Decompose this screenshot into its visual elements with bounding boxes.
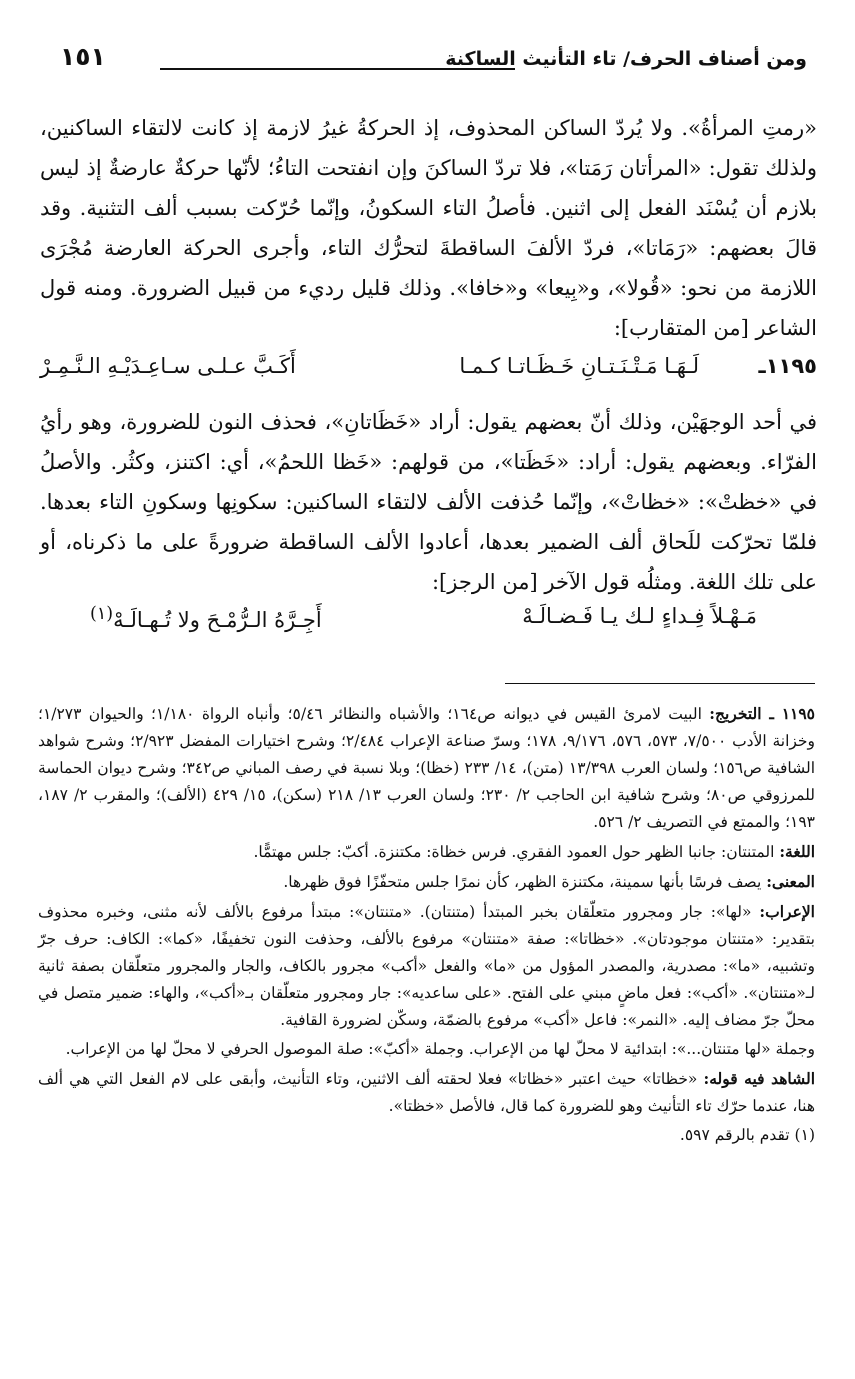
footnote-irab: الإعراب: «لها»: جار ومجرور متعلّقان بخبر المبتدأ (متنتان). «متنتان»: مبتدأ مرفوع بالألف لأنه مثنى، وخبره محذوف بتقدير: «متنتان موجودتان». «خظاتا»: صفة «متنتان» مرفوع بالألف، وحذفت النون تخفيفًا، «كما»: الكاف: حرف جرّ وتشبيه، «ما»: مصدرية، والمصدر المؤول من «ما» والفعل «أكب» مجرور بالكاف، والجار والمجرور متعلّقان بصفة ثانية لـ«متنتان». «أكب»: فعل ماضٍ مبني على الفتح. «على ساعديه»: جار ومجرور متعلّقان بـ«أكب»، والهاء: ضمير متصل في محلّ جرّ مضاف إليه. «النمر»: فاعل «أكب» مرفوع بالضمّة، وسكّن لضرورة القافية. (38, 902, 815, 1029)
verse2-second-hemistich: أَجِـرَّهُ الـرُّمْـحَ ولا تُـهـالَـهْ$^{(١)}$ (90, 604, 322, 632)
verse-first-hemistich: لَـهَـا مَـتْـنَـتـانِ خَـظَـاتـا كـمـا (459, 354, 699, 378)
verse2-first-hemistich: مَـهْـلاً فِـداءٍ لـك يـا فَـضـالَـهْ (522, 604, 757, 628)
footnote-1: (١) تقدم بالرقم ٥٩٧. (679, 1126, 815, 1144)
running-header (48, 38, 807, 82)
footnote-shahid: الشاهد فيه قوله: «خظاتا» حيث اعتبر «خظاتا» فعلا لحقته ألف الاثنين، وتاء التأنيث، وأبقى على لام الفعل التي هي ألف هنا، عندما حرّك تاء التأنيث وهو للضرورة كما قال، فالأصل «خظتا». (38, 1069, 815, 1115)
footnote-maana: المعنى: يصف فرسًا بأنها سمينة، مكتنزة الظهر، كأن نمرًا جلس متحفّزًا فوق ظهرها. (283, 872, 815, 891)
running-title: ومن أصناف الحرف/ تاء التأنيث الساكنة (445, 48, 807, 70)
footnote-ref: (١) (90, 604, 114, 624)
verse-rajaz (40, 604, 817, 646)
paragraph-2: في أحد الوجهَيْن، وذلك أنّ بعضهم يقول: أراد «خَظَاتانِ»، فحذف النون للضرورة، وهو رأيُ الفرّاء. وبعضهم يقول: أراد: «خَظَتا»، من قولهم: «خَظا اللحمُ»، أي: اكتنز، وكثُر. والأصلُ في «خظتْ»: «خظاتْ»، وإنّما حُذفت الألف لالتقاء الساكنين: سكونِها وسكونِ التاء بعدها. فلمّا تحرّكت للَحاق ألف الضمير بعدها، أعادوا الألف الساقطة ضرورةً على ما ذكرناه، أو على تلك اللغة. ومثلُه قول الآخر [من الرجز]: (40, 410, 817, 594)
verse-1195 (40, 352, 817, 396)
verse-second-hemistich: أَكَـبَّ عـلـى سـاعِـدَيْـهِ الـنَّـمِـرْ (40, 354, 296, 378)
footnote-takhrij: ١١٩٥ ـ التخريج: البيت لامرئ القيس في ديوانه ص١٦٤؛ والأشباه والنظائر ٥/٤٦؛ وأنباه الرواة ١/١٨٠؛ والحيوان ١/٢٧٣؛ وخزانة الأدب ٧/٥٠٠، ٥٧٣، ٥٧٦، ٩/١٧٦، ١٧٨؛ وسرّ صناعة الإعراب ٢/٤٨٤؛ وشرح اختيارات المفضل ٢/٩٢٣؛ وشرح شواهد الشافية ص١٥٦؛ ولسان العرب ١٣/٣٩٨ (متن)، ١٤/ ٢٣٣ (خظا)؛ وبلا نسبة في رصف المباني ص٣٤٢؛ وشرح ديوان الحماسة للمرزوقي ص٨٠؛ وشرح شافية ابن الحاجب ٢/ ٢٣٠؛ ولسان العرب ١٣/ ٢١٨ (سكن)، ١٥/ ٤٢٩ (الألف)؛ والمقرب ٢/ ١٨٧، ١٩٣؛ والممتع في التصريف ٢/ ٥٢٦. (38, 704, 816, 831)
header-rule (160, 68, 515, 70)
footnotes (38, 700, 815, 1149)
page-number: ١٥١ (60, 42, 106, 71)
footnote-divider (505, 683, 815, 684)
main-text (40, 108, 817, 646)
footnote-jumla: وجملة «لها متنتان...»: ابتدائية لا محلّ لها من الإعراب. وجملة «أكبّ»: صلة الموصول الحرفي لا محلّ لها من الإعراب. (65, 1040, 815, 1058)
paragraph-1: «رمتِ المرأةُ». ولا يُردّ الساكن المحذوف، إذ الحركةُ غيرُ لازمة إذ كانت لالتقاء الساكنين، ولذلك تقول: «المرأتان رَمَتا»، فلا تردّ الساكنَ وإن انفتحت التاءُ؛ لأنّها حركةٌ عارضةٌ إذ ليس بلازم أن يُسْنَد الفعل إلى اثنين. فأصلُ التاء السكونُ، وإنّما حُرّكت بسبب ألف التثنية. وقد قالَ بعضهم: «رَمَاتا»، فردّ الألفَ الساقطةَ لتحرُّك التاء، وأجرى الحركة العارضة مُجْرَى اللازمة من نحو: «قُولا»، و«بِيعا» و«خافا». وذلك قليل رديء من قبيل الضرورة. ومنه قول الشاعر [من المتقارب]: (40, 116, 817, 340)
footnote-lugha: اللغة: المتنتان: جانبا الظهر حول العمود الفقري. فرس خظاة: مكتنزة. أكبّ: جلس مهتمًّا. (253, 842, 815, 861)
verse-number: ١١٩٥ـ (758, 354, 817, 378)
